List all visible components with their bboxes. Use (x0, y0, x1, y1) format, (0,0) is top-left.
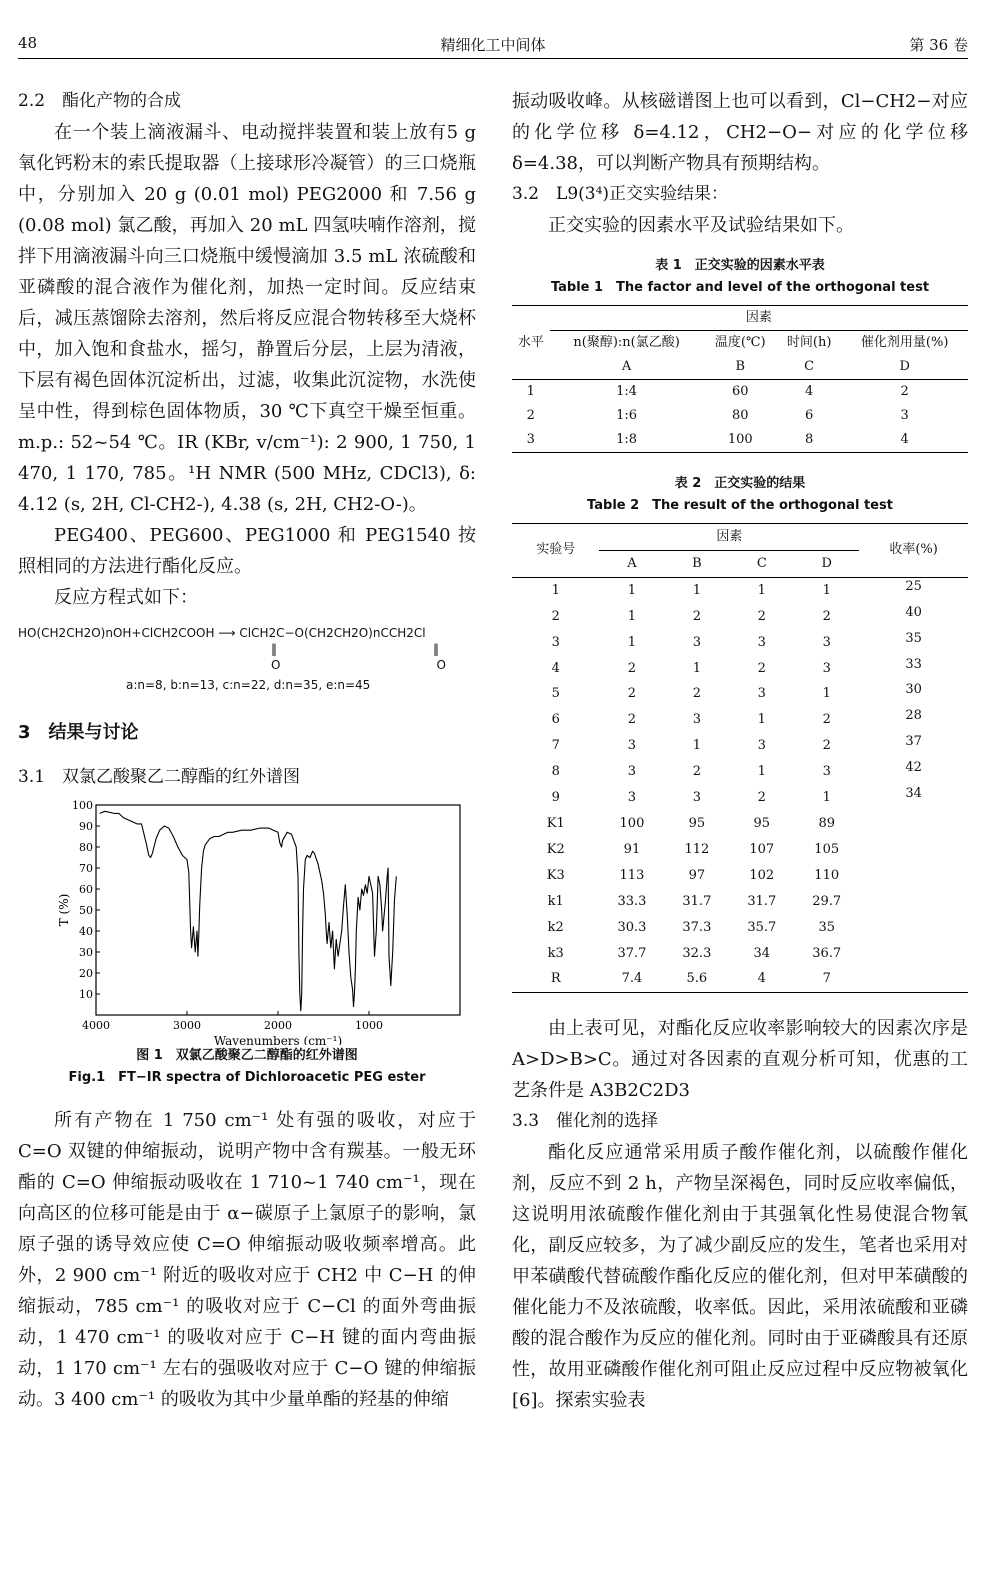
table-row (512, 863, 968, 889)
ir-spectrum-figure (18, 799, 476, 1045)
result-cell: 6 (551, 712, 560, 728)
table-row (512, 915, 968, 941)
table-row (512, 759, 968, 785)
result-cell: 3 (822, 634, 831, 650)
experiment-number-header: 实验号 (536, 542, 576, 558)
result-cell: 2 (822, 738, 831, 754)
result-cell: 3 (822, 660, 831, 676)
result-cell: 102 (749, 867, 775, 883)
factor-letter-d: D (899, 359, 910, 374)
result-cell: 9 (551, 790, 560, 806)
section-2-2-heading: 2.2 酯化产物的合成 (18, 91, 182, 111)
y-tick-label: 60 (79, 883, 93, 896)
factor-name-d: 催化剂用量(%) (860, 335, 949, 350)
factor-level-table-body (512, 380, 968, 453)
factor-level-cell: 3 (900, 408, 909, 423)
result-cell: 113 (619, 867, 645, 883)
result-cell: 1 (822, 686, 831, 702)
result-cell: 42 (905, 760, 922, 776)
table-row (512, 707, 968, 733)
factor-level-cell: 1:8 (616, 432, 638, 447)
x-tick-label: 1000 (355, 1019, 383, 1032)
x-tick-label: 2000 (264, 1019, 292, 1032)
result-cell: 30.3 (617, 919, 647, 935)
table-row (512, 837, 968, 863)
result-cell: 1 (822, 582, 831, 598)
section-3-1-heading: 3.1 双氯乙酸聚乙二醇酯的红外谱图 (18, 767, 301, 787)
table-row (512, 966, 968, 992)
reaction-equation (18, 625, 476, 693)
y-tick-label: 40 (79, 925, 93, 938)
factor-name-a: n(聚醇):n(氯乙酸) (573, 335, 680, 350)
result-cell: 33 (905, 656, 922, 672)
table-row (512, 681, 968, 707)
equation-main: HO(CH2CH2O)nOH+ClCH2COOH ⟶ ClCH2C−O(CH2CH2O)nCCH2Cl (18, 626, 426, 640)
result-cell: 7 (551, 738, 560, 754)
catalyst-paragraph: 酯化反应通常采用质子酸作催化剂，以硫酸作催化剂，反应不到 2 h，产物呈深褐色，同时反应收率偏低，这说明用浓硫酸作催化剂由于其强氧化性易使混合物氧化，副反应较多，为了减少副反应的发生，笔者也采用对甲苯磺酸代替硫酸作酯化反应的催化剂，但对甲苯磺酸的催化能力不及浓硫酸，收率低。因此，采用浓硫酸和亚磷酸的混合酸作为反应的催化剂。同时由于亚磷酸具有还原性，故用亚磷酸作催化剂可阻止反应过程中反应物被氧化 [6]。探索实验表 (512, 1142, 968, 1412)
result-cell: K1 (546, 815, 565, 831)
result-cell: k2 (547, 919, 564, 935)
result-cell: 31.7 (747, 893, 777, 909)
factor-level-cell: 1 (526, 384, 535, 399)
result-cell: 37 (905, 734, 922, 750)
result-cell: 30 (905, 682, 922, 698)
result-cell: 105 (814, 841, 840, 857)
result-cell: 7.4 (621, 971, 643, 987)
result-cell: 89 (818, 815, 835, 831)
result-cell (859, 863, 968, 889)
result-cell: 2 (757, 660, 766, 676)
x-axis-label: Wavenumbers (cm⁻¹) (213, 1034, 343, 1045)
factor-level-cell: 80 (732, 408, 749, 423)
result-cell: 5.6 (686, 971, 708, 987)
result-cell: 2 (692, 764, 701, 780)
factor-level-cell: 6 (805, 408, 814, 423)
y-tick-label: 10 (79, 988, 93, 1001)
factor-level-cell: 8 (805, 432, 814, 447)
y-tick-label: 30 (79, 946, 93, 959)
result-letter-b: B (692, 555, 702, 571)
figure-caption-cn: 图 1 双氯乙酸聚乙二醇酯的红外谱图 (136, 1048, 358, 1063)
factor-header: 因素 (550, 306, 968, 331)
factor-level-cell: 1:4 (616, 384, 638, 399)
result-cell: 35.7 (747, 919, 777, 935)
result-cell (859, 915, 968, 941)
section-3-2-heading: 3.2 L9(3⁴)正交实验结果： (512, 184, 729, 204)
factor-level-cell: 60 (732, 384, 749, 399)
factor-level-cell: 3 (526, 432, 535, 447)
table1-caption-cn: 表 1 正交实验的因素水平表 (655, 258, 825, 273)
result-cell: 34 (753, 945, 771, 961)
x-tick-label: 4000 (82, 1019, 110, 1032)
result-cell: 8 (551, 764, 560, 780)
result-cell: 3 (627, 738, 637, 754)
result-cell: 3 (627, 790, 637, 806)
result-cell: 3 (627, 764, 637, 780)
result-cell: 3 (551, 634, 560, 650)
result-cell: 32.3 (682, 945, 712, 961)
result-cell: 25 (905, 578, 922, 594)
table-row (512, 941, 968, 967)
table-row (512, 785, 968, 811)
ir-discussion-paragraph: 所有产物在 1 750 cm⁻¹ 处有强的吸收，对应于 C=O 双键的伸缩振动，说明产物中含有羰基。一般无环酯的 C=O 伸缩振动吸收在 1 710~1 740 cm⁻¹，现在向高区的位移可能是由于 α−碳原子上氯原子的影响，氯原子强的诱导效应使 C=O 伸缩振动吸收频率增高。此外，2 900 cm⁻¹ 附近的吸收对应于 CH2 中 C−H 的伸缩振动，785 cm⁻¹ 的吸收对应于 C−Cl 的面外弯曲振动，1 470 cm⁻¹ 的吸收对应于 C−H 键的面内弯曲振动，1 170 cm⁻¹ 左右的强吸收对应于 C−O 键的伸缩振动。3 400 cm⁻¹ 的吸收为其中少量单酯的羟基的伸缩 (18, 1110, 476, 1410)
result-cell: 1 (692, 738, 701, 754)
spectrum-line (100, 811, 397, 1011)
result-cell: 5 (551, 686, 560, 702)
result-cell: 35 (818, 919, 835, 935)
result-cell: 40 (905, 604, 922, 620)
result-cell: 33.3 (617, 893, 647, 909)
factor-level-cell: 1:6 (616, 408, 638, 423)
result-cell: 4 (551, 660, 560, 676)
result-cell: 1 (692, 582, 701, 598)
equation-n-values: a:n=8, b:n=13, c:n=22, d:n=35, e:n=45 (126, 678, 371, 692)
result-cell: 112 (684, 841, 710, 857)
orthogonal-result-table (512, 523, 968, 993)
result-cell: 4 (757, 971, 766, 987)
y-tick-label: 20 (79, 967, 93, 980)
result-cell: 110 (814, 867, 840, 883)
result-letter-d: D (821, 555, 832, 571)
result-cell: 7 (822, 971, 831, 987)
result-cell (859, 889, 968, 915)
section-3-heading: 3 结果与讨论 (18, 722, 139, 743)
figure-caption-en: Fig.1 FT−IR spectra of Dichloroacetic PEG ester (68, 1070, 426, 1085)
table-row (512, 811, 968, 837)
factor-letter-a: A (621, 359, 632, 374)
result-cell: 2 (692, 608, 701, 624)
result-cell: 95 (753, 815, 771, 831)
table-row (512, 630, 968, 656)
result-cell: 37.7 (617, 945, 647, 961)
result-cell (859, 966, 968, 992)
result-cell: 31.7 (682, 893, 712, 909)
result-cell: 3 (692, 712, 701, 728)
nmr-continuation-paragraph: 振动吸收峰。从核磁谱图上也可以看到，Cl−CH2−对应的化学位移 δ=4.12，CH2−O−对应的化学位移 δ=4.38，可以判断产物具有预期结构。 (512, 91, 968, 174)
result-cell: 107 (749, 841, 775, 857)
result-cell: 1 (627, 608, 637, 624)
result-cell: 34 (905, 786, 922, 802)
result-cell: 1 (757, 582, 766, 598)
yield-header: 收率(%) (889, 542, 938, 558)
equation-carbonyl-marks: ‖ ‖ O O (271, 642, 446, 672)
result-cell: 3 (757, 634, 766, 650)
result-cell: 3 (692, 790, 701, 806)
y-tick-label: 70 (79, 862, 93, 875)
factor-level-cell: 2 (900, 384, 909, 399)
right-column (512, 86, 968, 1416)
y-tick-label: 90 (79, 820, 93, 833)
table1-caption-en: Table 1 The factor and level of the orthogonal test (550, 280, 930, 295)
factor-level-table (512, 305, 968, 453)
result-letter-c: C (756, 555, 767, 571)
result-cell: 2 (757, 790, 766, 806)
result-cell: 2 (627, 686, 637, 702)
section-3-3-heading: 3.3 催化剂的选择 (512, 1111, 659, 1132)
result-cell: 97 (688, 867, 706, 883)
result-cell: k3 (547, 945, 564, 961)
page-number: 48 (18, 34, 38, 52)
factor-level-cell: 4 (805, 384, 814, 399)
ir-spectrum-chart (18, 799, 476, 1045)
result-cell: 2 (692, 686, 701, 702)
equation-intro: 反应方程式如下： (54, 587, 198, 608)
level-header: 水平 (517, 334, 544, 350)
result-cell: K3 (546, 867, 565, 883)
result-cell: 36.7 (812, 945, 842, 961)
result-cell: 100 (619, 815, 645, 831)
factor-level-cell: 100 (727, 432, 753, 447)
result-cell: 1 (551, 582, 560, 598)
table-row (512, 889, 968, 915)
x-tick-label: 3000 (173, 1019, 201, 1032)
result-cell: k1 (547, 893, 564, 909)
result-cell: 1 (822, 790, 831, 806)
result-cell (859, 837, 968, 863)
other-peg-paragraph: PEG400、PEG600、PEG1000 和 PEG1540 按照相同的方法进行酯化反应。 (18, 525, 476, 577)
result-cell: 95 (688, 815, 706, 831)
factor-name-c: 时间(h) (786, 335, 832, 350)
result-cell: 3 (692, 634, 701, 650)
orthogonal-result-table-body (512, 577, 968, 993)
result-cell: 2 (551, 608, 560, 624)
factor-level-cell: 4 (900, 432, 909, 447)
analysis-paragraph: 由上表可见，对酯化反应收率影响较大的因素次序是 A>D>B>C。通过对各因素的直观分析可知，优惠的工艺条件是 A3B2C2D3 (512, 1018, 968, 1102)
result-cell: 3 (757, 738, 766, 754)
orthogonal-intro: 正交实验的因素水平及试验结果如下。 (548, 215, 854, 236)
table2-caption-en: Table 2 The result of the orthogonal test (587, 498, 893, 513)
table-row (512, 404, 968, 428)
table-row (512, 656, 968, 682)
table-row (512, 428, 968, 453)
factor-letter-b: B (735, 359, 746, 374)
result-cell (859, 811, 968, 837)
result-cell: 2 (627, 660, 637, 676)
result-cell: 2 (627, 712, 637, 728)
table2-caption-cn: 表 2 正交实验的结果 (674, 476, 806, 491)
result-letter-a: A (627, 555, 637, 571)
result-cell (859, 941, 968, 967)
factor-level-cell: 2 (526, 408, 535, 423)
synthesis-paragraph: 在一个装上滴液漏斗、电动搅拌装置和装上放有5 g 氧化钙粉末的索氏提取器（上接球形冷凝管）的三口烧瓶中，分别加入 20 g (0.01 mol) PEG2000 和 7.56 g (0.08 mol) 氯乙酸，再加入 20 mL 四氢呋喃作溶剂，搅拌下用滴液漏斗向三口烧瓶中缓慢滴加 3.5 mL 浓硫酸和亚磷酸的混合液作为催化剂，加热一定时间。反应结束后，减压蒸馏除去溶剂，然后将反应混合物转移至大烧杯中，加入饱和食盐水，摇匀，静置后分层，上层为清液，下层有褐色固体沉淀析出，过滤，收集此沉淀物，水洗使呈中性，得到棕色固体物质，30 ℃下真空干燥至恒重。m.p.: 52~54 ℃。IR (KBr, v/cm⁻¹): 2 900, 1 750, 1 470, 1 170, 785。¹H NMR (500 MHz, CDCl3), δ: 4.12 (s, 2H, Cl-CH2-), 4.38 (s, 2H, CH2-O-)。 (18, 122, 476, 515)
result-cell: 37.3 (682, 919, 712, 935)
y-tick-label: 100 (72, 799, 93, 812)
result-cell: 2 (757, 608, 766, 624)
result-factor-header: 因素 (599, 524, 859, 551)
result-cell: 3 (757, 686, 766, 702)
result-cell: 91 (623, 841, 641, 857)
result-cell: 1 (757, 764, 766, 780)
result-cell: 1 (692, 660, 701, 676)
result-cell: 28 (905, 708, 922, 724)
factor-name-b: 温度(℃) (714, 335, 766, 350)
result-cell: K2 (546, 841, 565, 857)
y-axis-label: T (%) (57, 893, 71, 927)
table-row (512, 604, 968, 630)
result-cell: 35 (905, 630, 922, 646)
y-tick-label: 50 (79, 904, 93, 917)
result-cell: 1 (627, 634, 637, 650)
result-cell: 1 (627, 582, 637, 598)
y-tick-label: 80 (79, 841, 93, 854)
table-row (512, 380, 968, 405)
left-column (18, 86, 476, 1415)
table-row (512, 577, 968, 603)
plot-frame (96, 805, 460, 1015)
journal-title: 精细化工中间体 (440, 36, 546, 54)
result-cell: 2 (822, 608, 831, 624)
volume-number: 第 36 卷 (909, 36, 968, 54)
factor-letter-c: C (804, 359, 815, 374)
result-cell: 2 (822, 712, 831, 728)
result-cell: 29.7 (812, 893, 842, 909)
result-cell: 1 (757, 712, 766, 728)
table-row (512, 733, 968, 759)
running-header (18, 28, 968, 59)
result-cell: R (550, 971, 561, 987)
result-cell: 3 (822, 764, 831, 780)
